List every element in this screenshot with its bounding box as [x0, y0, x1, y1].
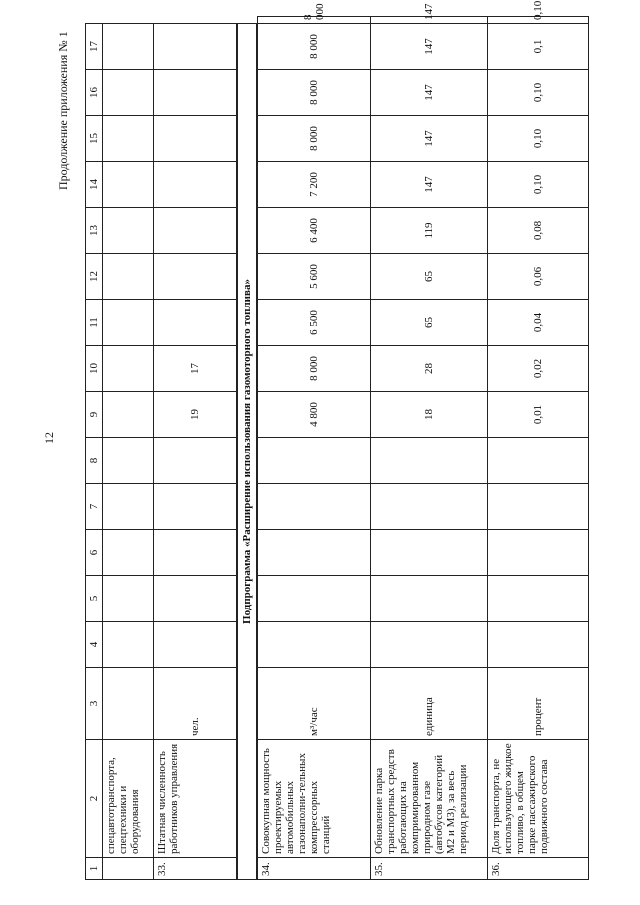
- column-number: 17: [86, 24, 103, 70]
- value-cell: [103, 162, 154, 208]
- unit: [103, 668, 154, 740]
- value-cell: [488, 622, 589, 668]
- value-cell: [154, 24, 238, 70]
- value-cell: [103, 346, 154, 392]
- value-cell: [103, 530, 154, 576]
- unit: м³/час: [257, 668, 371, 740]
- value-cell: [103, 484, 154, 530]
- column-number: 4: [86, 622, 103, 668]
- value-cell: 0,10: [488, 70, 589, 116]
- column-number: 6: [86, 530, 103, 576]
- continuation-label: Продолжение приложения № 1: [56, 31, 70, 190]
- value-cell: 5 600: [257, 254, 371, 300]
- table-row: [154, 17, 238, 880]
- column-number: 7: [86, 484, 103, 530]
- value-cell: [257, 530, 371, 576]
- value-cell: 8 000: [257, 17, 371, 24]
- row-number: 34.: [257, 858, 371, 880]
- value-cell: [371, 622, 488, 668]
- value-cell: [154, 208, 238, 254]
- column-number: 16: [86, 70, 103, 116]
- value-cell: [103, 438, 154, 484]
- value-cell: [154, 438, 238, 484]
- value-cell: 0,10: [488, 162, 589, 208]
- value-cell: 119: [371, 208, 488, 254]
- value-cell: 147: [371, 24, 488, 70]
- value-cell: 147: [371, 116, 488, 162]
- column-number: 15: [86, 116, 103, 162]
- column-number: 2: [86, 740, 103, 858]
- value-cell: [103, 392, 154, 438]
- value-cell: [371, 576, 488, 622]
- column-number: 3: [86, 668, 103, 740]
- value-cell: [371, 438, 488, 484]
- value-cell: 6 400: [257, 208, 371, 254]
- value-cell: 18: [371, 392, 488, 438]
- value-cell: 8 000: [257, 346, 371, 392]
- indicator-name: Совокупная мощность проектируемых автомобильных газонаполни-тельных компрессорных станций: [257, 740, 371, 858]
- value-cell: [154, 576, 238, 622]
- column-number: 11: [86, 300, 103, 346]
- table-row: [103, 17, 154, 880]
- column-number: 8: [86, 438, 103, 484]
- value-cell: [488, 530, 589, 576]
- value-cell: 8 000: [257, 24, 371, 70]
- section-row: [237, 17, 257, 880]
- column-number: 12: [86, 254, 103, 300]
- value-cell: 7 200: [257, 162, 371, 208]
- indicator-name: спецавтотранспорта, спецтехники и оборудования: [103, 740, 154, 858]
- rotated-table-wrapper: [85, 0, 557, 880]
- value-cell: [154, 484, 238, 530]
- value-cell: [154, 530, 238, 576]
- row-number: 35.: [371, 858, 488, 880]
- value-cell: 0,08: [488, 208, 589, 254]
- value-cell: [257, 438, 371, 484]
- value-cell: 6 500: [257, 300, 371, 346]
- value-cell: 28: [371, 346, 488, 392]
- row-number: 36.: [488, 858, 589, 880]
- value-cell: 4 800: [257, 392, 371, 438]
- table-row: [488, 17, 589, 880]
- column-number-row: [86, 17, 103, 880]
- value-cell: [103, 254, 154, 300]
- value-cell: 19: [154, 392, 238, 438]
- column-number: 14: [86, 162, 103, 208]
- value-cell: [103, 622, 154, 668]
- value-cell: 147: [371, 162, 488, 208]
- value-cell: [257, 484, 371, 530]
- unit: единица: [371, 668, 488, 740]
- value-cell: [488, 438, 589, 484]
- column-number: 1: [86, 858, 103, 880]
- value-cell: 0,1: [488, 24, 589, 70]
- value-cell: [154, 116, 238, 162]
- row-number: 33.: [154, 858, 238, 880]
- value-cell: 0,10: [488, 17, 589, 24]
- value-cell: 0,02: [488, 346, 589, 392]
- value-cell: 147: [371, 17, 488, 24]
- value-cell: 147: [371, 70, 488, 116]
- value-cell: [257, 576, 371, 622]
- value-cell: [103, 116, 154, 162]
- value-cell: 17: [154, 346, 238, 392]
- value-cell: 0,01: [488, 392, 589, 438]
- value-cell: 65: [371, 254, 488, 300]
- table-row: [257, 17, 371, 880]
- column-number: 10: [86, 346, 103, 392]
- value-cell: [103, 208, 154, 254]
- indicator-name: Обновление парка транспортных средств работающих на компримированном природном газе (автобусов категорий М2 и М3), за весь период реализации: [371, 740, 488, 858]
- value-cell: 8 000: [257, 116, 371, 162]
- value-cell: [154, 70, 238, 116]
- value-cell: 0,10: [488, 116, 589, 162]
- page-number: 12: [42, 432, 56, 444]
- value-cell: [154, 300, 238, 346]
- unit: чел.: [154, 668, 238, 740]
- value-cell: [154, 622, 238, 668]
- value-cell: 0,04: [488, 300, 589, 346]
- value-cell: [371, 484, 488, 530]
- value-cell: 0,06: [488, 254, 589, 300]
- value-cell: [488, 576, 589, 622]
- value-cell: [371, 530, 488, 576]
- table-row: [371, 17, 488, 880]
- section-title: Подпрограмма «Расширение использования газомоторного топлива»: [237, 24, 257, 880]
- unit: процент: [488, 668, 589, 740]
- value-cell: [488, 484, 589, 530]
- indicator-name: Штатная численность работников управления: [154, 740, 238, 858]
- value-cell: [103, 300, 154, 346]
- column-number: 13: [86, 208, 103, 254]
- value-cell: [103, 576, 154, 622]
- value-cell: 65: [371, 300, 488, 346]
- column-number: 9: [86, 392, 103, 438]
- value-cell: [103, 24, 154, 70]
- value-cell: [154, 162, 238, 208]
- value-cell: 8 000: [257, 70, 371, 116]
- value-cell: [103, 70, 154, 116]
- row-number: [103, 858, 154, 880]
- value-cell: [154, 254, 238, 300]
- value-cell: [257, 622, 371, 668]
- indicators-table: [85, 0, 589, 880]
- indicator-name: Доля транспорта, не использующего жидкое топливо, в общем парке пассажирского подвижного состава: [488, 740, 589, 858]
- column-number: 5: [86, 576, 103, 622]
